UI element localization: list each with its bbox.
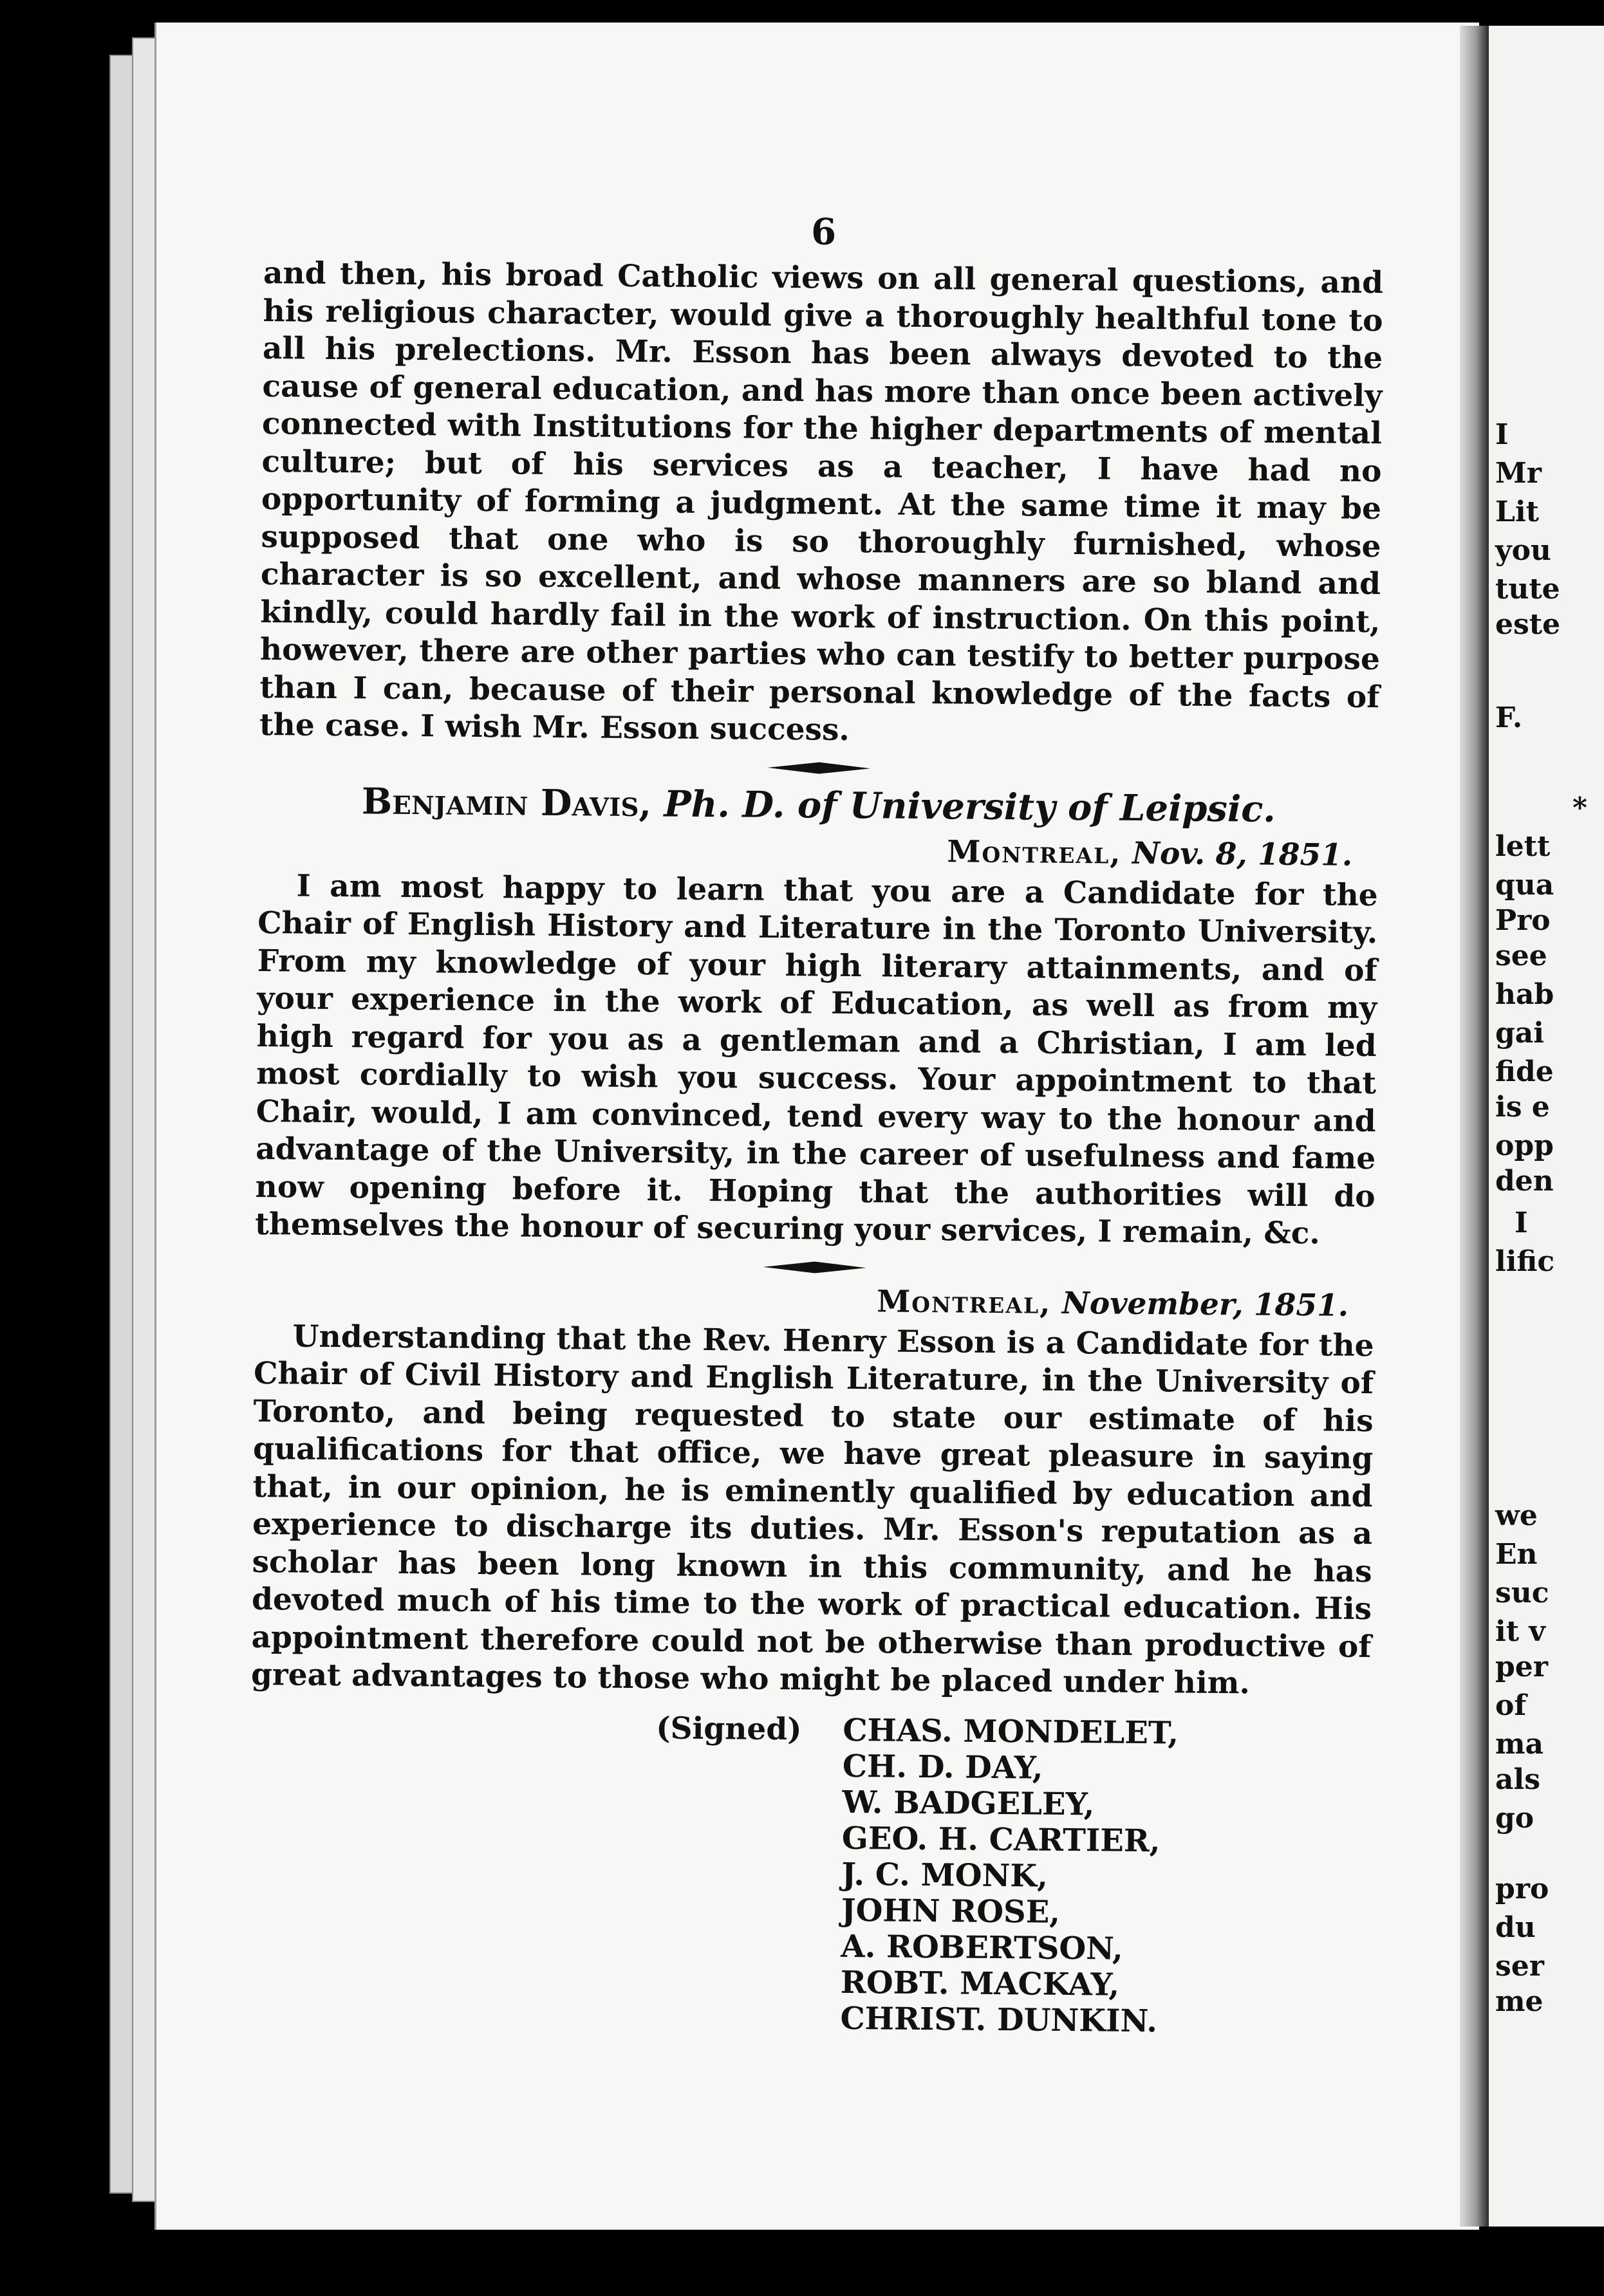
facing-text-fragment: I [1515, 1207, 1528, 1239]
letter-body: I am most happy to learn that you are a Candidate for the Chair of English History and Literature in the Toronto University. From my knowledge of your high literary attainments, and of your experience in the work of Education, as well as from my high regard for you as a gentleman and a Christian, I am led most cordially to wish you success. Your appointment to that Chair, would, I am convinced, tend every way to the honour and advantage of the University, in the career of usefulness and fame now opening before it. Hoping that the authorities will do themselves the honour of securing your services, I remain, &c. [254, 867, 1378, 1252]
facing-text-fragment: opp [1495, 1129, 1554, 1162]
facing-page [1489, 26, 1604, 2227]
facing-text-fragment: is e [1495, 1091, 1550, 1124]
facing-text-fragment: of [1495, 1689, 1527, 1722]
signatory-name: JOHN ROSE, [841, 1892, 1061, 1930]
facing-text-fragment: suc [1495, 1577, 1549, 1609]
facing-text-fragment: F. [1495, 701, 1523, 734]
letter-dateline [254, 1278, 1348, 1323]
letter-author: Benjamin Davis, [361, 779, 652, 825]
facing-text-fragment: me [1495, 1985, 1543, 2018]
facing-text-fragment: Pro [1495, 904, 1551, 937]
facing-text-fragment: * [1572, 792, 1588, 824]
facing-text-fragment: En [1495, 1538, 1538, 1571]
dateline-date: November, 1851. [1061, 1285, 1349, 1324]
facing-text-fragment: lific [1495, 1245, 1555, 1278]
facing-text-fragment: I [1495, 418, 1509, 451]
signatory-name: GEO. H. CARTIER, [841, 1820, 1161, 1859]
dateline-place: Montreal, [947, 833, 1122, 871]
facing-text-fragment: we [1495, 1499, 1538, 1532]
facing-text-fragment: see [1495, 940, 1547, 972]
facing-text-fragment: tute [1495, 573, 1560, 606]
signatory-name: CH. D. DAY, [842, 1748, 1043, 1786]
signatory-name: A. ROBERTSON, [841, 1928, 1123, 1967]
dateline-place: Montreal, [877, 1283, 1052, 1321]
signatory-name: ROBT. MACKAY, [840, 1964, 1120, 2003]
facing-text-fragment: als [1495, 1763, 1540, 1796]
facing-text-fragment: fide [1495, 1055, 1554, 1088]
facing-text-fragment: pro [1495, 1873, 1549, 1905]
letter-body: Understanding that the Rev. Henry Esson is a Candidate for the Chair of Civil History and English Literature, in the University of Toronto, and being requested to state our estimate of his qualifications for that office, we have great pleasure in saying that, in our opinion, he is eminently qualified by education and experience to discharge its duties. Mr. Esson's reputation as a scholar has been long known in this community, and he has devoted much of his time to the work of practical education. His appointment therefore could not be otherwise than productive of great advantages to those who might be placed under him. [250, 1318, 1374, 1701]
facing-text-fragment: go [1495, 1802, 1534, 1835]
facing-text-fragment: Lit [1495, 495, 1539, 528]
facing-text-fragment: este [1495, 608, 1561, 641]
facing-text-fragment: ser [1495, 1950, 1544, 1983]
facing-text-fragment: ma [1495, 1728, 1544, 1761]
facing-text-fragment: den [1495, 1165, 1554, 1198]
page-number: 6 [810, 210, 837, 254]
ornamental-rule-icon [763, 1257, 866, 1277]
facing-text-fragment: qua [1495, 869, 1554, 902]
facing-text-fragment: Mr [1495, 457, 1542, 490]
letter-author-title: Ph. D. of University of Leipsic. [664, 782, 1276, 831]
signatory-name: W. BADGELEY, [842, 1784, 1095, 1822]
facing-text-fragment: per [1495, 1651, 1548, 1683]
facing-text-fragment: you [1495, 534, 1551, 567]
signed-label: (Signed) [656, 1710, 802, 1747]
facing-text-fragment: du [1495, 1911, 1536, 1944]
testimonial-paragraph: and then, his broad Catholic views on all general questions, and his religious character, would give a thoroughly healthful tone to all his prelections. Mr. Esson has been always devoted to the cause of general education, and has more than once been actively connected with Institutions for the higher departments of mental culture; but of his services as a teacher, I have had no opportunity of forming a judgment. At the same time it may be supposed that one who is so thoroughly furnished, whose character is so excellent, and whose manners are so bland and kindly, could hardly fail in the work of instruction. On this point, however, there are other parties who can testify to better purpose than I can, because of their personal knowledge of the facts of the case. I wish Mr. Esson success. [259, 255, 1384, 748]
dateline-date: Nov. 8, 1851. [1132, 835, 1353, 873]
letter-heading [259, 779, 1379, 831]
signatory-name: J. C. MONK, [841, 1856, 1049, 1894]
signatory-name: CHRIST. DUNKIN. [840, 2000, 1158, 2039]
facing-text-fragment: it v [1495, 1615, 1545, 1648]
facing-text-fragment: lett [1495, 830, 1551, 863]
ornamental-rule-icon [767, 757, 870, 777]
signature-block [248, 1707, 1371, 2077]
signatory-list [840, 1712, 1179, 2039]
letter-dateline [258, 828, 1352, 873]
signatory-name: CHAS. MONDELET, [843, 1712, 1179, 1751]
facing-text-fragment: hab [1495, 978, 1554, 1011]
page-content [248, 206, 1384, 2077]
facing-text-fragment: gai [1495, 1017, 1544, 1050]
book-gutter [1460, 26, 1489, 2227]
